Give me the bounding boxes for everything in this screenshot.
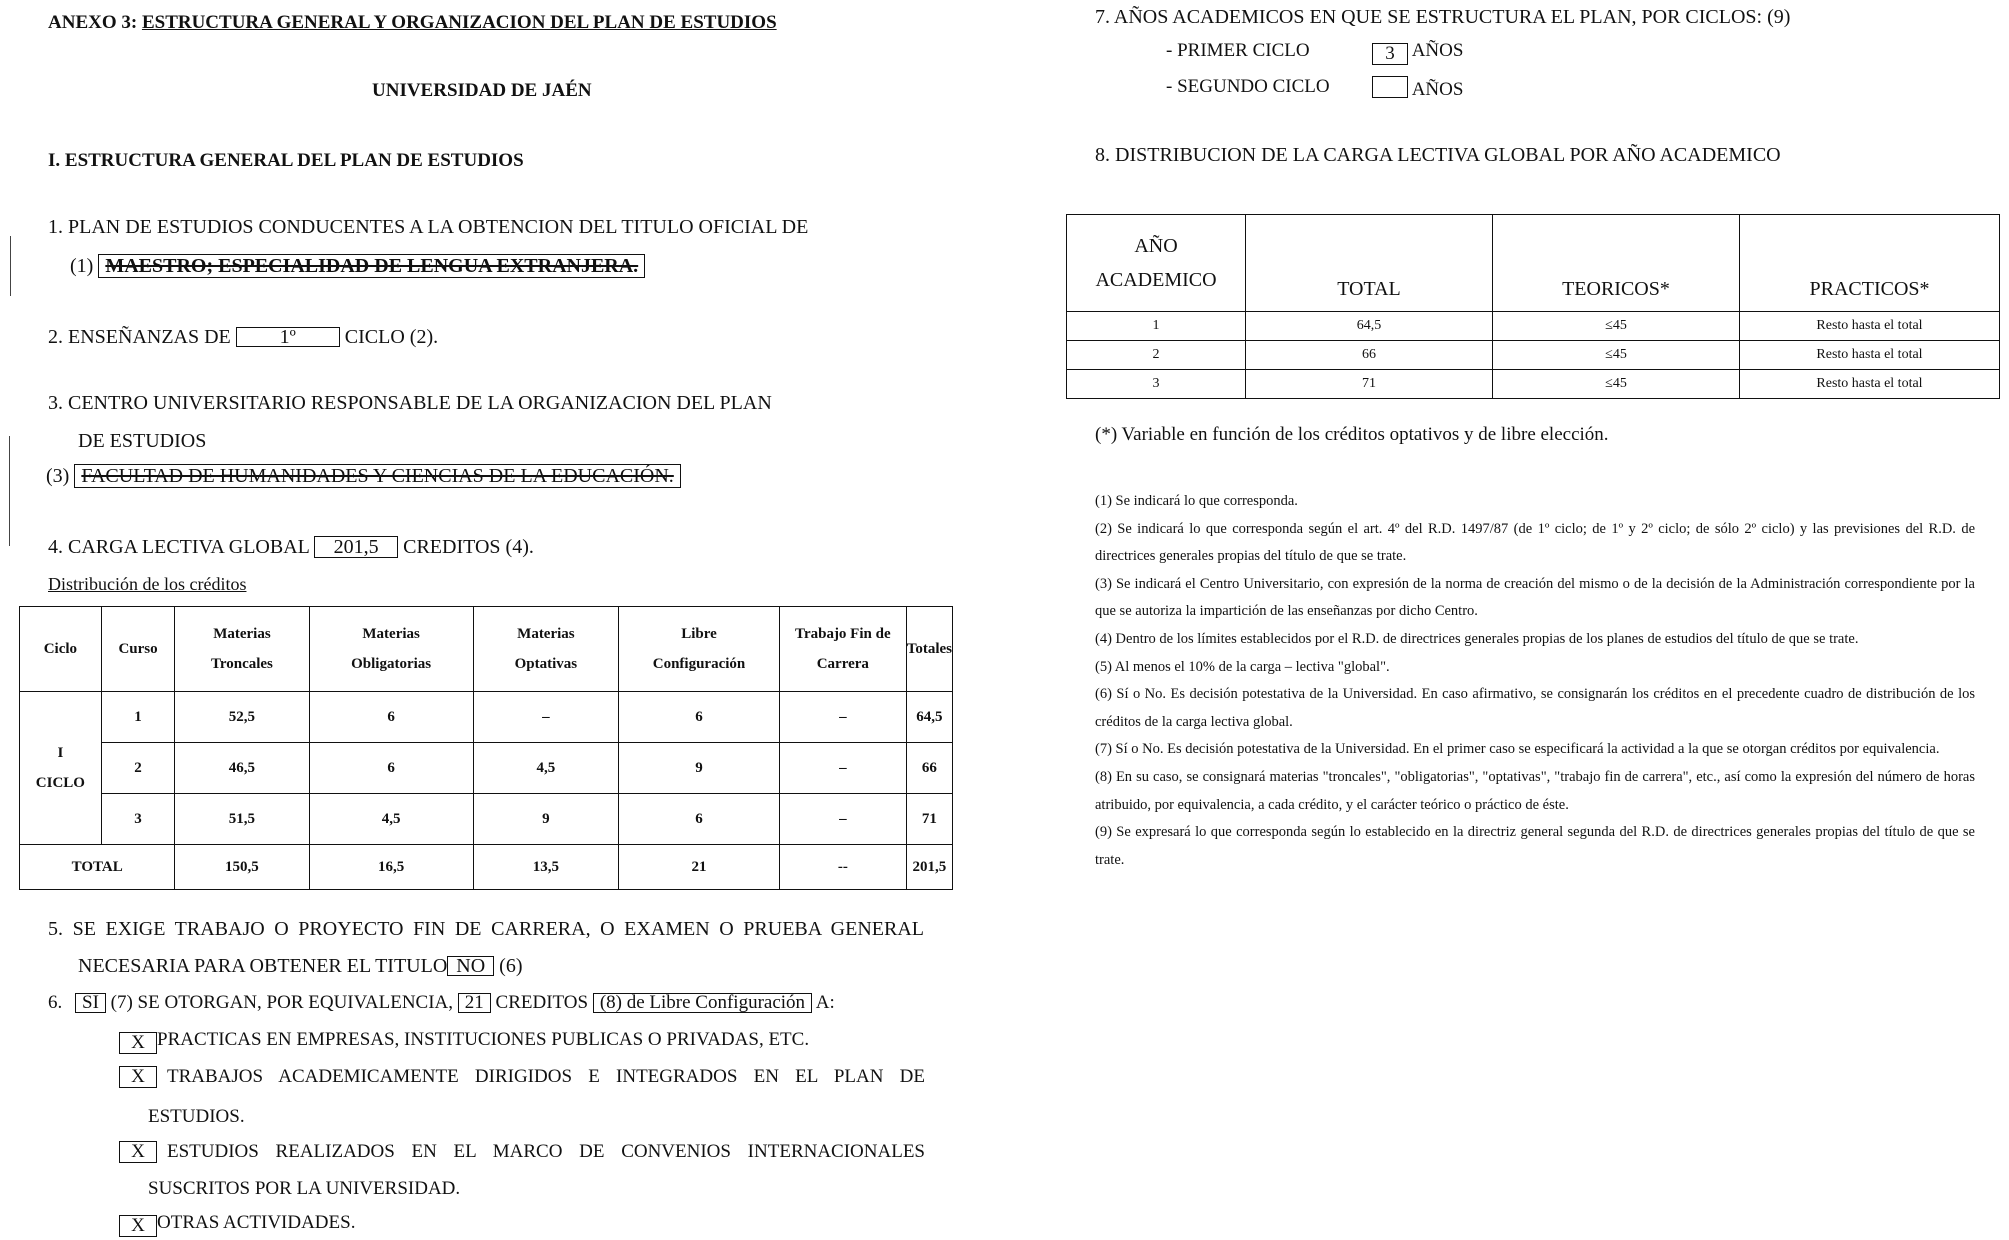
carga-cell: 71 [1246, 370, 1493, 399]
check-item-3-text: ESTUDIOS REALIZADOS EN EL MARCO DE CONVENIOS INTERNACIONALES [167, 1141, 925, 1162]
dist-cell: 6 [309, 743, 473, 794]
footnote: (9) Se expresará lo que corresponda según lo establecido en la directriz general segunda del R.D. de directrices generales propias del título de que se trate. [1095, 824, 1975, 868]
check-item-2-text: TRABAJOS ACADEMICAMENTE DIRIGIDOS E INTEGRADOS EN EL PLAN DE [167, 1066, 925, 1087]
table-row [20, 692, 953, 743]
dist-cell: 6 [309, 692, 473, 743]
carga-header-year-line1: AÑO [1134, 235, 1178, 257]
check-item-1-text: PRACTICAS EN EMPRESAS, INSTITUCIONES PUBLICAS O PRIVADAS, ETC. [157, 1029, 810, 1050]
item6-text2: CREDITOS [495, 992, 589, 1013]
table-row [1067, 341, 2000, 370]
dist-cell: – [779, 692, 906, 743]
dist-cell: -- [779, 845, 906, 890]
item6-libre-box: (8) de Libre Configuración [593, 993, 812, 1013]
check-item-4 [119, 1212, 355, 1237]
check-item-1 [119, 1029, 809, 1054]
table-row [1067, 312, 2000, 341]
checkbox-3[interactable]: X [119, 1141, 157, 1163]
footnote: (8) En su caso, se consignará materias "troncales", "obligatorias", "optativas", "trabajo fin de carrera", etc., así como la expresión del número de horas atribuido, por equivalencia, a cada crédito, y el carácter teórico o práctico de éste. [1095, 768, 1975, 813]
dist-header-totales: Totales [906, 607, 952, 692]
anexo-heading [48, 12, 777, 34]
dist-cell: 71 [906, 794, 952, 845]
carga-cell: ≤45 [1493, 341, 1740, 370]
dist-header-row [20, 607, 953, 692]
footnote: (2) Se indicará lo que corresponda según el art. 4º del R.D. 1497/87 (de 1º ciclo; de 1º y 2º ciclo; de sólo 2º ciclo) y las previsiones del R.D. de directrices generales propias del título de que se trate. [1095, 520, 1975, 565]
carga-cell: 66 [1246, 341, 1493, 370]
item7-first-value-line [1372, 40, 1463, 65]
dist-title: Distribución de los créditos [48, 574, 247, 594]
distribution-table [19, 606, 953, 890]
item7-first-value-box: 3 [1372, 43, 1408, 65]
item1-text: 1. PLAN DE ESTUDIOS CONDUCENTES A LA OBTENCION DEL TITULO OFICIAL DE [48, 216, 809, 238]
checkbox-2[interactable]: X [119, 1066, 157, 1088]
item3-line1: 3. CENTRO UNIVERSITARIO RESPONSABLE DE LA ORGANIZACION DEL PLAN [48, 392, 772, 414]
item7-years-label: AÑOS [1411, 40, 1464, 61]
item5-line1: 5. SE EXIGE TRABAJO O PROYECTO FIN DE CARRERA, O EXAMEN O PRUEBA GENERAL [48, 918, 924, 940]
dist-ciclo-cell: I CICLO [20, 692, 102, 845]
section-title: I. ESTRUCTURA GENERAL DEL PLAN DE ESTUDIOS [48, 150, 524, 171]
carga-header-practicos: PRACTICOS* [1740, 215, 2000, 312]
dist-cell: – [473, 692, 618, 743]
dist-cell: 201,5 [906, 845, 952, 890]
footnote: (1) Se indicará lo que corresponda. [1095, 493, 1298, 509]
item6-si-box: SI [75, 993, 106, 1013]
item3-ref: (3) [46, 465, 70, 487]
anexo-label: ANEXO 3: [48, 12, 138, 33]
footnotes [1095, 488, 1975, 874]
dist-cell: 13,5 [473, 845, 618, 890]
check-item-4-text: OTRAS ACTIVIDADES. [157, 1212, 356, 1233]
dist-cell: 52,5 [175, 692, 309, 743]
item1-value-line [70, 254, 645, 278]
item3-line2: DE ESTUDIOS [78, 430, 207, 452]
item6-num: 6. [48, 992, 63, 1013]
carga-cell: ≤45 [1493, 370, 1740, 399]
dist-header-obligatorias: Materias Obligatorias [309, 607, 473, 692]
table-row [1067, 370, 2000, 399]
checkbox-1[interactable]: X [119, 1032, 157, 1054]
item5-value-box: NO [447, 956, 494, 976]
dist-header-optativas: Materias Optativas [473, 607, 618, 692]
item4-prefix: 4. CARGA LECTIVA GLOBAL [48, 536, 310, 558]
item5-ref: (6) [499, 955, 523, 977]
item5-line2-wrap [78, 955, 523, 978]
carga-table [1066, 214, 2000, 399]
variable-note: (*) Variable en función de los créditos optativos y de libre elección. [1095, 424, 1609, 445]
item6-credits-box: 21 [458, 993, 491, 1013]
dist-header-curso: Curso [101, 607, 175, 692]
item4-value-box: 201,5 [314, 536, 398, 558]
carga-cell: 3 [1067, 370, 1246, 399]
item6-text1: (7) SE OTORGAN, POR EQUIVALENCIA, [110, 992, 454, 1013]
carga-cell: 64,5 [1246, 312, 1493, 341]
dist-cell: 46,5 [175, 743, 309, 794]
table-row [20, 743, 953, 794]
item4-line [48, 536, 534, 559]
item7-first-label: - PRIMER CICLO [1166, 40, 1310, 61]
item1-ref: (1) [70, 255, 94, 277]
dist-cell: 1 [101, 692, 175, 743]
item8-title: 8. DISTRIBUCION DE LA CARGA LECTIVA GLOBAL POR AÑO ACADEMICO [1095, 144, 1781, 166]
item7-second-value-line [1372, 76, 1463, 101]
item7-second-label: - SEGUNDO CICLO [1166, 76, 1330, 97]
dist-cell: 21 [619, 845, 780, 890]
checkbox-4[interactable]: X [119, 1215, 157, 1237]
carga-cell: Resto hasta el total [1740, 370, 2000, 399]
item3-value-box: FACULTAD DE HUMANIDADES Y CIENCIAS DE LA EDUCACIÓN. [74, 464, 680, 488]
university-name: UNIVERSIDAD DE JAÉN [372, 80, 592, 101]
carga-header-teoricos: TEORICOS* [1493, 215, 1740, 312]
item6-line [48, 992, 835, 1014]
dist-cell: 4,5 [309, 794, 473, 845]
item2-value-box: 1º [236, 327, 340, 347]
dist-header-troncales: Materias Troncales [175, 607, 309, 692]
dist-cell: 6 [619, 692, 780, 743]
dist-header-trabajo: Trabajo Fin de Carrera [779, 607, 906, 692]
margin-mark [10, 236, 11, 296]
item7-title: 7. AÑOS ACADEMICOS EN QUE SE ESTRUCTURA EL PLAN, POR CICLOS: (9) [1095, 6, 1791, 28]
carga-cell: Resto hasta el total [1740, 341, 2000, 370]
footnote: (7) Sí o No. Es decisión potestativa de la Universidad. En el primer caso se especificará la actividad a la que se otorgan créditos por equivalencia. [1095, 741, 1940, 758]
item2-prefix: 2. ENSEÑANZAS DE [48, 326, 231, 348]
carga-cell: Resto hasta el total [1740, 312, 2000, 341]
footnote: (3) Se indicará el Centro Universitario, con expresión de la norma de creación del mismo o de la decisión de la Administración correspondiente por la que se autoriza la impartición de las enseñanzas por dicho Centro. [1095, 575, 1975, 620]
carga-header-total: TOTAL [1246, 215, 1493, 312]
dist-total-label: TOTAL [20, 845, 175, 890]
check-item-2-cont: ESTUDIOS. [148, 1106, 245, 1127]
item2-suffix: CICLO (2). [344, 326, 439, 348]
footnote: (6) Sí o No. Es decisión potestativa de la Universidad. En caso afirmativo, se consignarán los créditos en el precedente cuadro de distribución de los créditos de la carga lectiva global. [1095, 686, 1975, 730]
dist-cell: – [779, 794, 906, 845]
dist-cell: – [779, 743, 906, 794]
table-row [20, 794, 953, 845]
dist-cell: 66 [906, 743, 952, 794]
margin-mark [9, 436, 10, 546]
carga-cell: ≤45 [1493, 312, 1740, 341]
dist-cell: 3 [101, 794, 175, 845]
dist-cell: 9 [619, 743, 780, 794]
carga-header-year-line2: ACADEMICO [1095, 269, 1217, 291]
item5-line2: NECESARIA PARA OBTENER EL TITULO [78, 955, 448, 977]
item4-suffix: CREDITOS (4). [403, 536, 534, 558]
check-item-3-cont: SUSCRITOS POR LA UNIVERSIDAD. [148, 1178, 461, 1199]
item6-text3: A: [815, 992, 835, 1013]
dist-cell: 4,5 [473, 743, 618, 794]
carga-header-row [1067, 215, 2000, 312]
dist-cell: 150,5 [175, 845, 309, 890]
check-item-2 [119, 1066, 925, 1088]
item7-second-value-box [1372, 76, 1408, 98]
carga-cell: 2 [1067, 341, 1246, 370]
dist-cell: 2 [101, 743, 175, 794]
dist-header-libre: Libre Configuración [619, 607, 780, 692]
carga-header-year [1067, 215, 1246, 312]
item1-value-box: MAESTRO; ESPECIALIDAD DE LENGUA EXTRANJERA. [98, 254, 645, 278]
dist-cell: 64,5 [906, 692, 952, 743]
dist-cell: 6 [619, 794, 780, 845]
check-item-3 [119, 1141, 925, 1163]
dist-cell: 16,5 [309, 845, 473, 890]
dist-cell: 51,5 [175, 794, 309, 845]
item2-line [48, 326, 438, 349]
dist-total-row [20, 845, 953, 890]
item3-value-line [46, 464, 681, 488]
footnote: (4) Dentro de los límites establecidos por el R.D. de directrices generales propias de los planes de estudios del título de que se trate. [1095, 630, 1859, 647]
footnote: (5) Al menos el 10% de la carga – lectiva "global". [1095, 658, 1390, 675]
item7-years-label: AÑOS [1411, 79, 1464, 100]
anexo-title: ESTRUCTURA GENERAL Y ORGANIZACION DEL PLAN DE ESTUDIOS [141, 12, 777, 33]
dist-cell: 9 [473, 794, 618, 845]
carga-cell: 1 [1067, 312, 1246, 341]
dist-header-ciclo: Ciclo [20, 607, 102, 692]
